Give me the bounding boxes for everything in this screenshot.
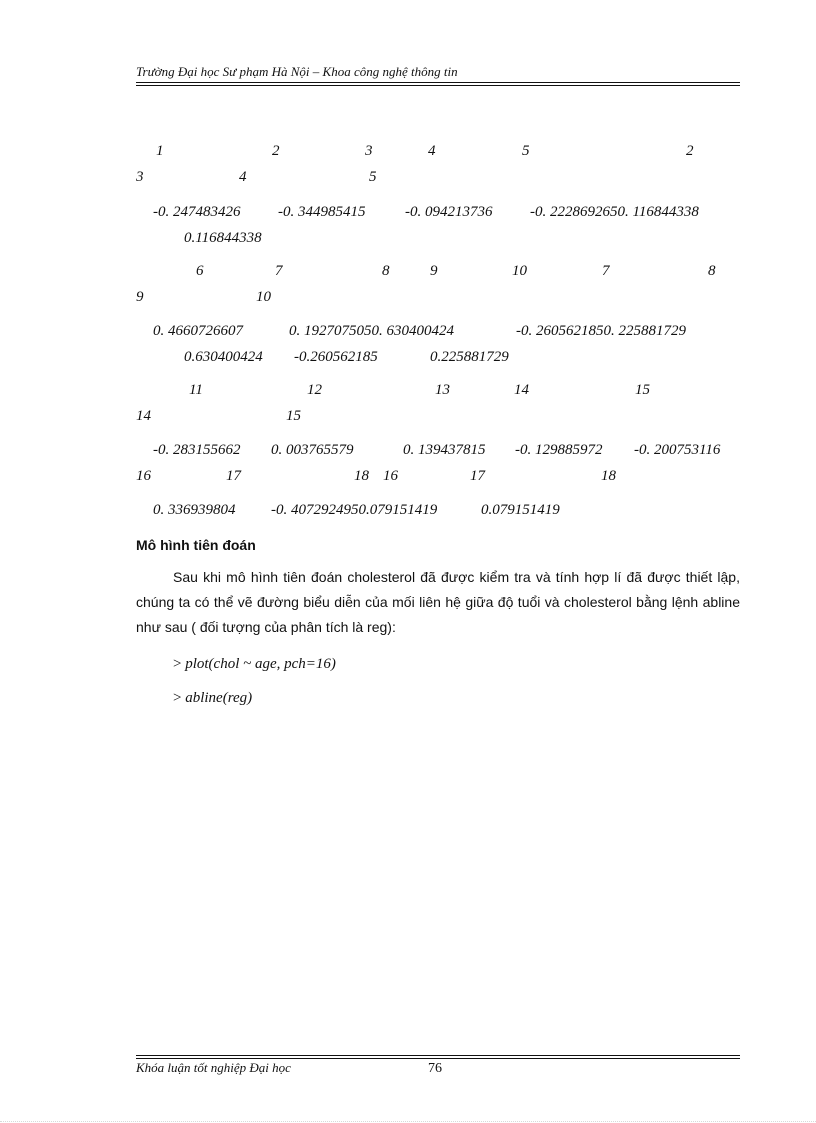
residual-token: 9 [430, 263, 438, 279]
residual-token: 0.116844338 [184, 230, 262, 246]
residual-token: 0. 003765579 [271, 442, 354, 458]
residual-token: 11 [189, 382, 203, 398]
header-rule [136, 82, 740, 86]
residual-token: -0. 283155662 [153, 442, 241, 458]
residual-token: 10 [256, 289, 271, 305]
body-paragraph [136, 565, 740, 640]
residual-token: 0. 1927075050. 630400424 [289, 323, 454, 339]
body-paragraph-text: Sau khi mô hình tiên đoán cholesterol đã được kiểm tra và tính hợp lí đã được thiết lập, chúng ta có thể vẽ đường biểu diễn của mối liên hệ giữa độ tuổi và cholesterol bằng lệnh abline như sau ( đối tượng của phân tích là reg): [136, 569, 740, 635]
residual-token: -0. 200753116 [634, 442, 721, 458]
residual-token: 0. 4660726607 [153, 323, 243, 339]
residual-token: -0. 247483426 [153, 204, 241, 220]
residual-token: 2 [686, 143, 694, 159]
residual-token: 2 [272, 143, 280, 159]
residual-token: 17 [226, 468, 241, 484]
residual-token: -0. 2228692650. 116844338 [530, 204, 699, 220]
residual-token: 18 [601, 468, 616, 484]
residual-token: 10 [512, 263, 527, 279]
residual-token: 0.225881729 [430, 349, 509, 365]
residual-token: 14 [514, 382, 529, 398]
residual-token: -0. 094213736 [405, 204, 493, 220]
residual-token: -0. 4072924950.079151419 [271, 502, 438, 518]
residual-token: 0. 139437815 [403, 442, 486, 458]
page-edge-divider [0, 1121, 816, 1122]
page-footer: Khóa luận tốt nghiệp Đại học [136, 1060, 291, 1075]
residual-token: 7 [275, 263, 283, 279]
residual-token: 0. 336939804 [153, 502, 236, 518]
residual-token: 9 [136, 289, 144, 305]
residual-token: 3 [365, 143, 373, 159]
residual-token: -0. 2605621850. 225881729 [516, 323, 686, 339]
residual-token: 6 [196, 263, 204, 279]
residual-token: 7 [602, 263, 610, 279]
command-code: abline(reg) [185, 690, 253, 706]
page-number: 76 [428, 1061, 442, 1076]
residual-token: 4 [428, 143, 436, 159]
residual-token: 5 [522, 143, 530, 159]
footer-rule [136, 1055, 740, 1059]
residual-token: 16 [383, 468, 398, 484]
residual-token: 0.079151419 [481, 502, 560, 518]
section-heading: Mô hình tiên đoán [136, 537, 256, 553]
page-header: Trường Đại học Sư phạm Hà Nội – Khoa công nghệ thông tin [136, 64, 458, 79]
residual-token: 1 [156, 143, 164, 159]
residual-token: 14 [136, 408, 151, 424]
r-command-plot [173, 656, 336, 673]
residual-token: 3 [136, 169, 144, 185]
command-prompt: > [173, 656, 182, 672]
residual-token: 18 [354, 468, 369, 484]
residual-token: 13 [435, 382, 450, 398]
residual-token: -0.260562185 [294, 349, 378, 365]
command-code: plot(chol ~ age, pch=16) [185, 656, 336, 672]
residual-token: 8 [708, 263, 716, 279]
residual-token: -0. 344985415 [278, 204, 366, 220]
residual-token: 5 [369, 169, 377, 185]
residual-token: 15 [286, 408, 301, 424]
command-prompt: > [173, 690, 182, 706]
residual-token: 15 [635, 382, 650, 398]
residual-token: 12 [307, 382, 322, 398]
residual-token: 17 [470, 468, 485, 484]
residual-token: 0.630400424 [184, 349, 263, 365]
residual-token: 8 [382, 263, 390, 279]
r-command-abline [173, 690, 252, 707]
residual-token: -0. 129885972 [515, 442, 603, 458]
residual-token: 4 [239, 169, 247, 185]
residual-token: 16 [136, 468, 151, 484]
